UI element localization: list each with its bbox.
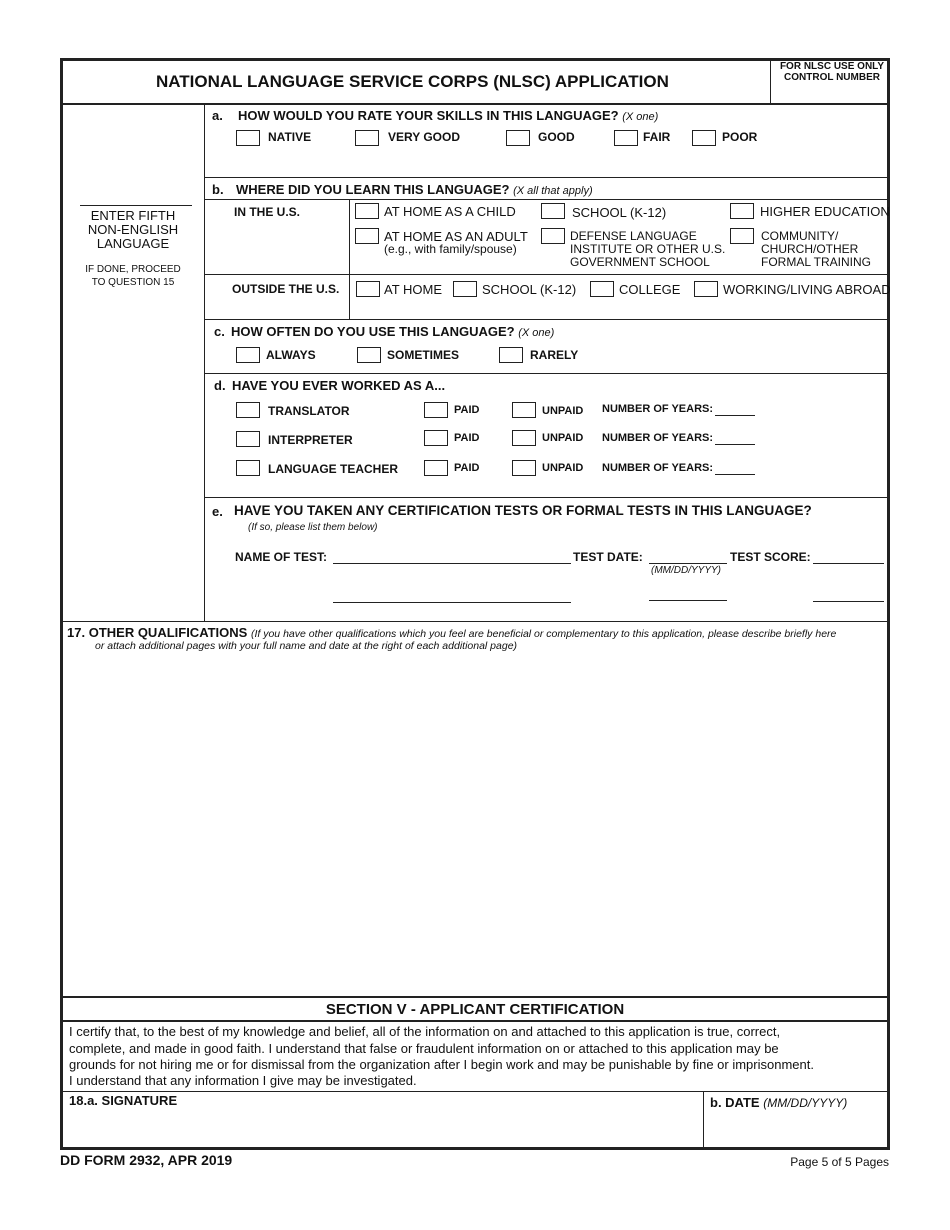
- left-label-note1: IF DONE, PROCEED: [85, 264, 181, 275]
- signature-date-divider: [703, 1091, 704, 1147]
- checkbox-rarely[interactable]: [499, 347, 523, 363]
- q-c-letter: c.: [214, 324, 225, 339]
- option-poor: POOR: [722, 130, 758, 144]
- date-field[interactable]: [706, 1112, 886, 1146]
- other-qualifications-field[interactable]: [64, 656, 886, 994]
- outside-us-label: OUTSIDE THE U.S.: [232, 282, 340, 296]
- rule-signature: [62, 1091, 888, 1092]
- checkbox-good[interactable]: [506, 130, 530, 146]
- q17-hint-1: (If you have other qualifications which you feel are beneficial or complementary to this application, please describe briefly here: [250, 628, 837, 640]
- control-label-2: CONTROL NUMBER: [784, 72, 880, 83]
- option-always: ALWAYS: [266, 348, 316, 362]
- q-b-text: WHERE DID YOU LEARN THIS LANGUAGE?: [236, 182, 510, 197]
- option-out-home: AT HOME: [384, 282, 443, 297]
- translator-years-field[interactable]: [715, 415, 755, 416]
- q-a-hint: (X one): [622, 111, 659, 123]
- teacher-years-label: NUMBER OF YEARS:: [602, 462, 714, 474]
- date-label: b. DATE: [710, 1095, 760, 1110]
- q-c-question: [231, 324, 554, 339]
- translator-paid-label: PAID: [454, 404, 480, 416]
- checkbox-defense[interactable]: [541, 228, 565, 244]
- teacher-unpaid-label: UNPAID: [542, 462, 584, 474]
- option-defense-3: GOVERNMENT SCHOOL: [570, 255, 710, 269]
- option-defense-1: DEFENSE LANGUAGE: [570, 229, 697, 243]
- q-b-question: [236, 182, 593, 197]
- test-score-field-2[interactable]: [813, 601, 884, 602]
- test-date-field[interactable]: [649, 563, 727, 564]
- test-score-field[interactable]: [813, 563, 884, 564]
- checkbox-teacher-paid[interactable]: [424, 460, 448, 476]
- interpreter-years-field[interactable]: [715, 444, 755, 445]
- q-d-question: HAVE YOU EVER WORKED AS A...: [232, 378, 446, 393]
- checkbox-interpreter[interactable]: [236, 431, 260, 447]
- checkbox-always[interactable]: [236, 347, 260, 363]
- role-translator: TRANSLATOR: [268, 404, 350, 418]
- option-good: GOOD: [538, 130, 575, 144]
- section-5-title: SECTION V - APPLICANT CERTIFICATION: [325, 1001, 625, 1018]
- q17-heading: [67, 625, 836, 640]
- q-e-hint: (If so, please list them below): [248, 522, 378, 533]
- checkbox-fair[interactable]: [614, 130, 638, 146]
- form-title: NATIONAL LANGUAGE SERVICE CORPS (NLSC) APPLICATION: [156, 72, 669, 91]
- rule-b-outside: [204, 274, 888, 275]
- q-e-letter: e.: [212, 504, 223, 519]
- checkbox-translator[interactable]: [236, 402, 260, 418]
- control-label-1: FOR NLSC USE ONLY: [779, 61, 885, 72]
- test-score-label: TEST SCORE:: [730, 550, 811, 564]
- page-number: Page 5 of 5 Pages: [790, 1155, 889, 1169]
- signature-field[interactable]: [64, 1110, 701, 1146]
- option-out-school: SCHOOL (K-12): [482, 282, 577, 297]
- b-label-divider: [349, 199, 350, 319]
- q17-hint-2: or attach additional pages with your full name and date at the right of each additional page): [95, 640, 518, 652]
- test-date-field-2[interactable]: [649, 600, 727, 601]
- option-school-us: SCHOOL (K-12): [572, 205, 667, 220]
- checkbox-out-college[interactable]: [590, 281, 614, 297]
- date-heading: [710, 1095, 847, 1110]
- option-rarely: RARELY: [530, 348, 579, 362]
- role-teacher: LANGUAGE TEACHER: [268, 462, 399, 476]
- option-home-child: AT HOME AS A CHILD: [384, 204, 516, 219]
- rule-a-b: [204, 177, 888, 178]
- left-label-note2: TO QUESTION 15: [91, 277, 175, 288]
- checkbox-higher-ed[interactable]: [730, 203, 754, 219]
- option-very-good: VERY GOOD: [388, 130, 461, 144]
- checkbox-out-school[interactable]: [453, 281, 477, 297]
- rule-d-e: [204, 497, 888, 498]
- left-label-rule: [80, 205, 192, 206]
- rule-section-5-top: [62, 996, 888, 998]
- test-name-label: NAME OF TEST:: [235, 550, 327, 564]
- certification-line-1: I certify that, to the best of my knowledge and belief, all of the information on and attached to this application is true, correct,: [69, 1024, 781, 1039]
- option-community-3: FORMAL TRAINING: [761, 255, 872, 269]
- signature-label: 18.a. SIGNATURE: [69, 1093, 178, 1108]
- certification-line-4: I understand that any information I give may be investigated.: [69, 1073, 417, 1088]
- option-higher-ed: HIGHER EDUCATION: [760, 204, 890, 219]
- option-out-college: COLLEGE: [619, 282, 681, 297]
- q-b-letter: b.: [212, 182, 224, 197]
- role-interpreter: INTERPRETER: [268, 433, 353, 447]
- q17-title: OTHER QUALIFICATIONS: [88, 625, 248, 640]
- rule-section-5-title: [62, 1020, 888, 1022]
- in-us-label: IN THE U.S.: [234, 205, 301, 219]
- checkbox-sometimes[interactable]: [357, 347, 381, 363]
- option-native: NATIVE: [268, 130, 312, 144]
- option-fair: FAIR: [643, 130, 671, 144]
- option-sometimes: SOMETIMES: [387, 348, 460, 362]
- interpreter-years-label: NUMBER OF YEARS:: [602, 432, 714, 444]
- control-number-field[interactable]: [772, 84, 886, 102]
- test-name-field[interactable]: [333, 563, 571, 564]
- q-a-question: [238, 108, 658, 123]
- test-date-format: (MM/DD/YYYY): [651, 565, 721, 576]
- option-defense-2: INSTITUTE OR OTHER U.S.: [570, 242, 726, 256]
- checkbox-poor[interactable]: [692, 130, 716, 146]
- q-c-hint: (X one): [518, 327, 555, 339]
- checkbox-community[interactable]: [730, 228, 754, 244]
- checkbox-home-child[interactable]: [355, 203, 379, 219]
- translator-years-label: NUMBER OF YEARS:: [602, 403, 714, 415]
- option-community-2: CHURCH/OTHER: [761, 242, 859, 256]
- checkbox-teacher-unpaid[interactable]: [512, 460, 536, 476]
- interpreter-paid-label: PAID: [454, 432, 480, 444]
- checkbox-out-abroad[interactable]: [694, 281, 718, 297]
- q17-number: 17.: [67, 625, 86, 640]
- rule-b-header: [204, 199, 888, 200]
- left-label-line1: ENTER FIFTH: [90, 208, 176, 223]
- q-e-question: HAVE YOU TAKEN ANY CERTIFICATION TESTS OR FORMAL TESTS IN THIS LANGUAGE?: [234, 503, 812, 518]
- option-out-abroad: WORKING/LIVING ABROAD: [723, 282, 891, 297]
- q-a-text: HOW WOULD YOU RATE YOUR SKILLS IN THIS LANGUAGE?: [238, 108, 619, 123]
- left-label-line2: NON-ENGLISH: [87, 222, 179, 237]
- test-name-field-2[interactable]: [333, 602, 571, 603]
- checkbox-school-us[interactable]: [541, 203, 565, 219]
- interpreter-unpaid-label: UNPAID: [542, 432, 584, 444]
- option-community-1: COMMUNITY/: [761, 229, 839, 243]
- teacher-paid-label: PAID: [454, 462, 480, 474]
- checkbox-interpreter-paid[interactable]: [424, 430, 448, 446]
- checkbox-translator-unpaid[interactable]: [512, 402, 536, 418]
- rule-section-17: [62, 621, 888, 622]
- option-home-adult-1: AT HOME AS AN ADULT: [384, 229, 528, 244]
- header-rule: [62, 103, 888, 105]
- option-home-adult-2: (e.g., with family/spouse): [384, 242, 517, 256]
- control-divider: [770, 60, 771, 103]
- rule-c-d: [204, 373, 888, 374]
- checkbox-very-good[interactable]: [355, 130, 379, 146]
- teacher-years-field[interactable]: [715, 474, 755, 475]
- rule-b-c: [204, 319, 888, 320]
- q-a-letter: a.: [212, 108, 223, 123]
- translator-unpaid-label: UNPAID: [542, 405, 584, 417]
- q-d-letter: d.: [214, 378, 226, 393]
- q-b-hint: (X all that apply): [513, 185, 593, 197]
- checkbox-out-home[interactable]: [356, 281, 380, 297]
- date-hint: (MM/DD/YYYY): [763, 1096, 848, 1110]
- checkbox-home-adult[interactable]: [355, 228, 379, 244]
- certification-line-2: complete, and made in good faith. I understand that false or fraudulent information on or attached to this application may be: [69, 1041, 779, 1056]
- left-label-line3: LANGUAGE: [96, 236, 170, 251]
- certification-line-3: grounds for not hiring me or for dismissal from the organization after I begin work and may be punishable by fine or imprisonment.: [69, 1057, 814, 1072]
- checkbox-translator-paid[interactable]: [424, 402, 448, 418]
- checkbox-interpreter-unpaid[interactable]: [512, 430, 536, 446]
- test-date-label: TEST DATE:: [573, 550, 643, 564]
- checkbox-teacher[interactable]: [236, 460, 260, 476]
- left-column-divider: [204, 104, 205, 621]
- q-c-text: HOW OFTEN DO YOU USE THIS LANGUAGE?: [231, 324, 515, 339]
- form-id: DD FORM 2932, APR 2019: [60, 1152, 233, 1168]
- checkbox-native[interactable]: [236, 130, 260, 146]
